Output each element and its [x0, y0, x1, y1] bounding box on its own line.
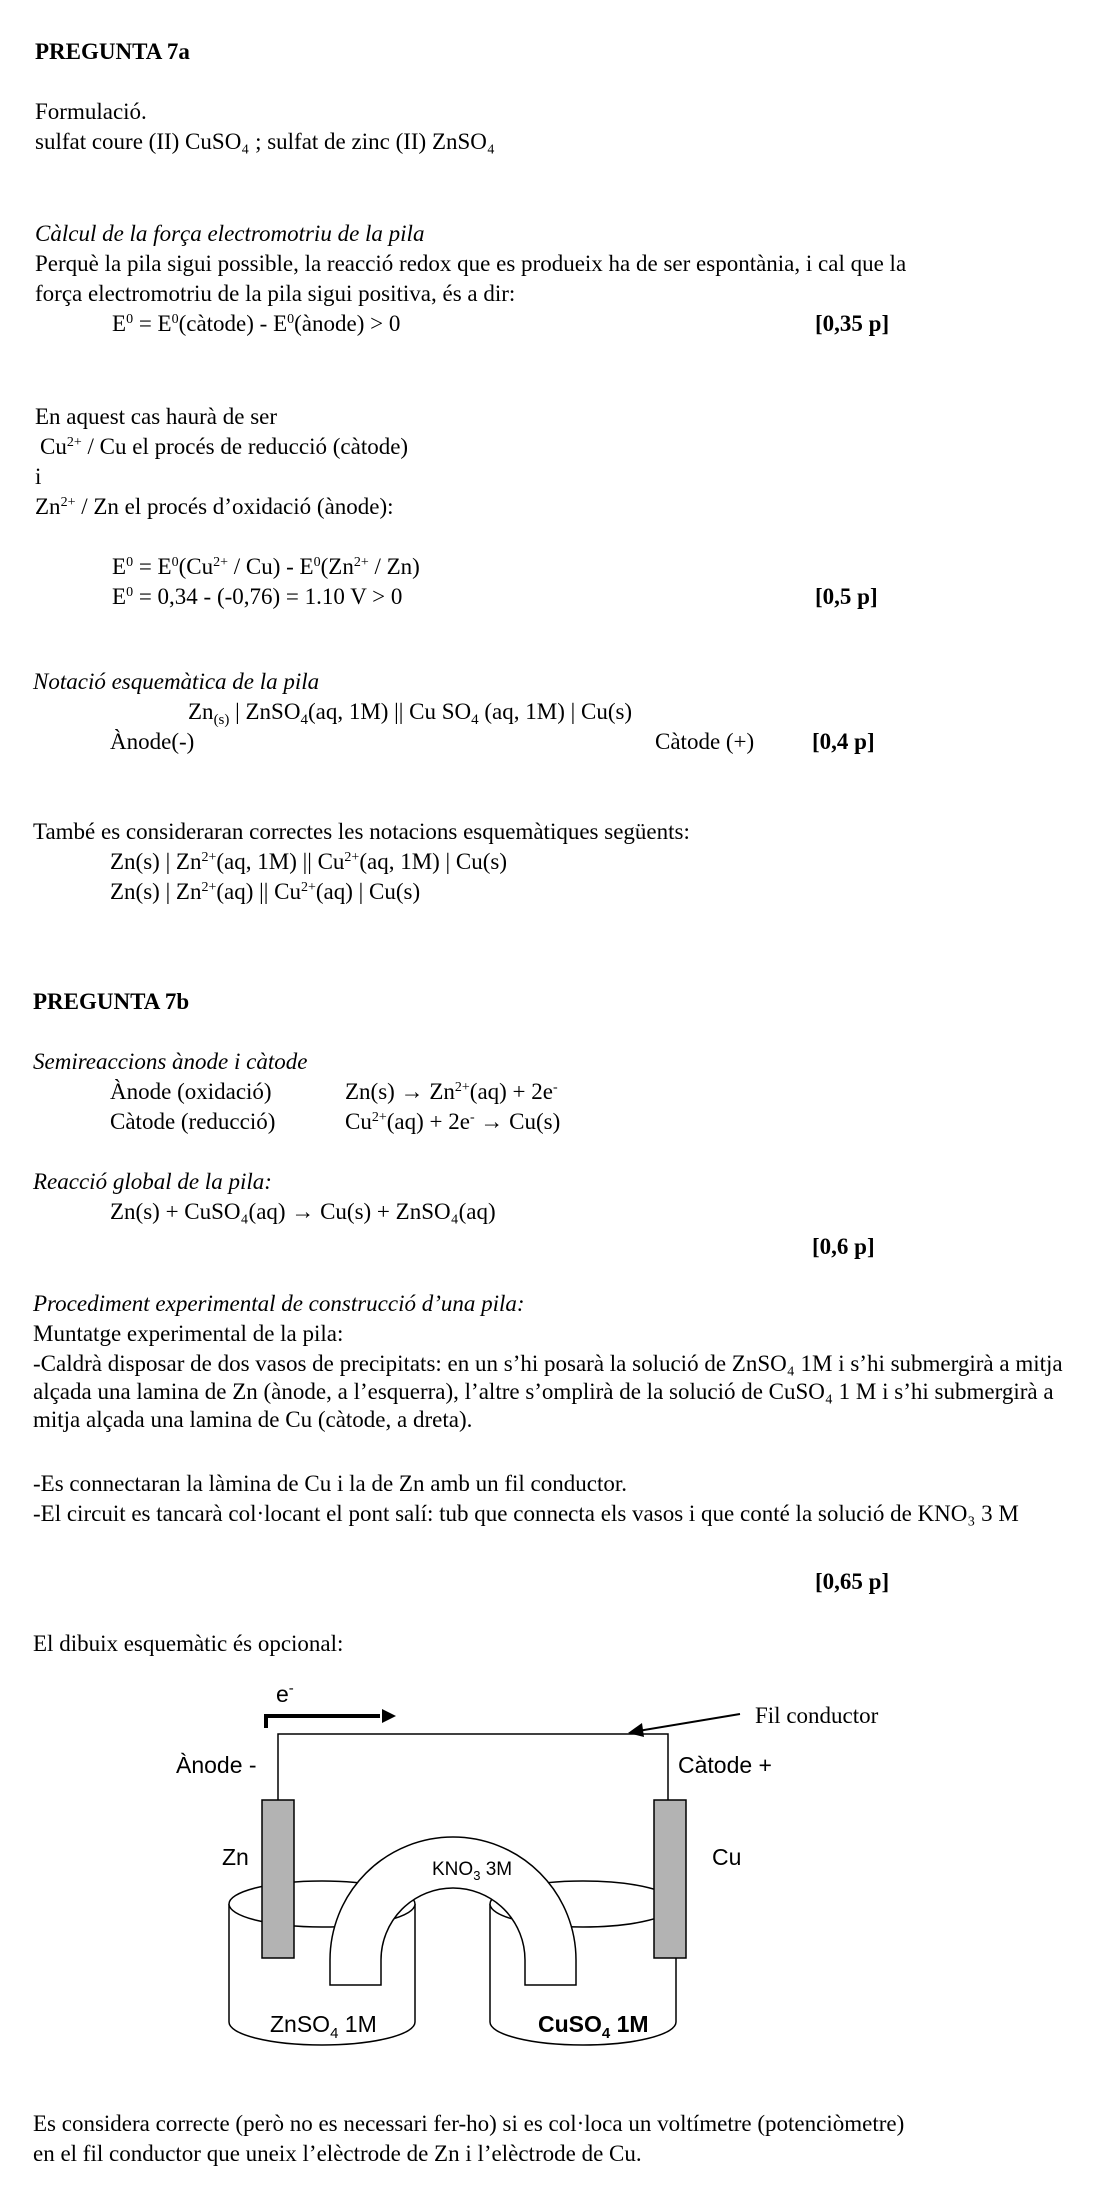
catode-reduction-label: Càtode (reducció): [110, 1109, 276, 1134]
fil-conductor-label: Fil conductor: [755, 1703, 879, 1728]
electron-label: e-: [276, 1680, 294, 1707]
electron-arrow-head: [382, 1709, 396, 1723]
catode-half-reaction: $Cu^{2+}(aq) + 2e^- \to Cu(s)$: [345, 1109, 561, 1134]
cas-line-1: En aquest cas haurà de ser: [35, 404, 278, 429]
question-7a-title: PREGUNTA 7a: [35, 39, 190, 64]
cas-line-i: i: [35, 464, 42, 489]
anode-diagram-label: Ànode -: [176, 1752, 257, 1778]
alt-notation-2: Zn(s) | $Zn^{2+}(aq)$ || $Cu^{2+}(aq)$ | Cu(s): [110, 879, 421, 904]
score-0-4: [0,4 p]: [812, 729, 875, 754]
fil-conductor-pointer: [632, 1714, 740, 1732]
electron-flow-arrow: [266, 1716, 380, 1728]
catode-notation-label: Càtode (+): [655, 729, 755, 754]
fem-paragraph-line-1: Perquè la pila sigui possible, la reacció redox que es produeix ha de ser espontània, i cal que la: [35, 251, 907, 276]
salt-bridge-label: $KNO_3$ 3M: [432, 1859, 513, 1883]
cu-label: Cu: [712, 1844, 742, 1870]
notacio-heading: Notació esquemàtica de la pila: [33, 669, 320, 694]
final-note-line-2: en el fil conductor que uneix l’elèctrode de Zn i l’elèctrode de Cu.: [33, 2141, 642, 2166]
formulacio-label: Formulació.: [35, 99, 147, 124]
anode-notation-label: Ànode(-): [110, 729, 195, 754]
procediment-heading: Procediment experimental de construcció d’una pila:: [33, 1291, 525, 1316]
procediment-paragraph-1: -Caldrà disposar de dos vasos de precipitats: en un s’hi posarà la solució de ZnSO₄ 1M i s’hi submergirà a mitja alçada una lamina de Zn (ànode, a l’esquerra), l’altre s’omplirà de la solució de CuSO₄ 1 M i s’hi submergirà a mitja alçada una lamina de Cu (càtode, a dreta).: [33, 1351, 1063, 1432]
cu-electrode: [654, 1800, 686, 1958]
question-7b-title: PREGUNTA 7b: [33, 989, 190, 1014]
anode-half-reaction: $Zn(s) \to Zn^{2+}(aq) + 2e^-$: [345, 1079, 558, 1104]
cas-line-2: $Cu^{2+}$ / Cu el procés de reducció (càtode): [40, 434, 409, 459]
catode-diagram-label: Càtode +: [678, 1752, 772, 1778]
conducting-wire: [278, 1734, 668, 1800]
anode-oxidation-label: Ànode (oxidació): [110, 1079, 272, 1104]
global-heading: Reacció global de la pila:: [33, 1169, 272, 1194]
zn-electrode: [262, 1800, 294, 1958]
score-0-35: [0,35 p]: [815, 311, 890, 336]
score-0-65: [0,65 p]: [815, 1569, 890, 1594]
emf-equation-2: $E^0 = 0,34 - (-0,76) = 1.10$ V > 0: [112, 584, 403, 609]
left-solution-label: ZnSO$_4$ 1M: [270, 2011, 377, 2042]
dibuix-text: El dibuix esquemàtic és opcional:: [33, 1631, 344, 1656]
galvanic-cell-diagram: [150, 1680, 910, 2090]
semi-heading: Semireaccions ànode i càtode: [33, 1049, 308, 1074]
score-0-6: [0,6 p]: [812, 1234, 875, 1259]
final-note-line-1: Es considera correcte (però no es necessari fer-ho) si es col·loca un voltímetre (potenciòmetre): [33, 2111, 905, 2136]
cell-notation: $Zn_{(s)}$ | ZnSO$_4$(aq, 1M) || Cu $SO_4$ (aq, 1M) | Cu(s): [188, 699, 633, 728]
global-equation: Zn(s) + CuSO₄(aq) → Cu(s) + ZnSO₄(aq): [110, 1199, 496, 1224]
fem-heading: Càlcul de la força electromotriu de la pila: [35, 221, 425, 246]
cas-line-4: $Zn^{2+}$ / Zn el procés d’oxidació (ànode):: [35, 494, 394, 519]
fil-conductor-pointer-head: [628, 1723, 644, 1737]
alt-notation-1: Zn(s) | $Zn^{2+}(aq$, 1M) || $Cu^{2+}(aq$, 1M) | Cu(s): [110, 849, 508, 874]
tambe-text: També es consideraran correctes les notacions esquemàtiques següents:: [33, 819, 690, 844]
zn-label: Zn: [222, 1844, 249, 1870]
muntatge-label: Muntatge experimental de la pila:: [33, 1321, 344, 1346]
fem-equation: $E^0$ = $E^0(càtode)$ - $E^0(ànode) > 0$: [112, 311, 401, 336]
procediment-paragraph-2: -Es connectaran la làmina de Cu i la de Zn amb un fil conductor.: [33, 1471, 627, 1496]
procediment-paragraph-3: -El circuit es tancarà col·locant el pont salí: tub que connecta els vasos i que conté la solució de KNO₃ 3 M: [33, 1501, 1019, 1526]
formulacio-text: sulfat coure (II) CuSO₄ ; sulfat de zinc (II) ZnSO₄: [35, 129, 495, 154]
score-0-5: [0,5 p]: [815, 584, 878, 609]
emf-equation-1: $E^0 = E^0(Cu^{2+} / Cu) - E^0(Zn^{2+} / Zn)$: [112, 554, 420, 579]
right-solution-label: CuSO$_4$ 1M: [538, 2011, 649, 2042]
fem-paragraph-line-2: força electromotriu de la pila sigui positiva, és a dir:: [35, 281, 516, 306]
